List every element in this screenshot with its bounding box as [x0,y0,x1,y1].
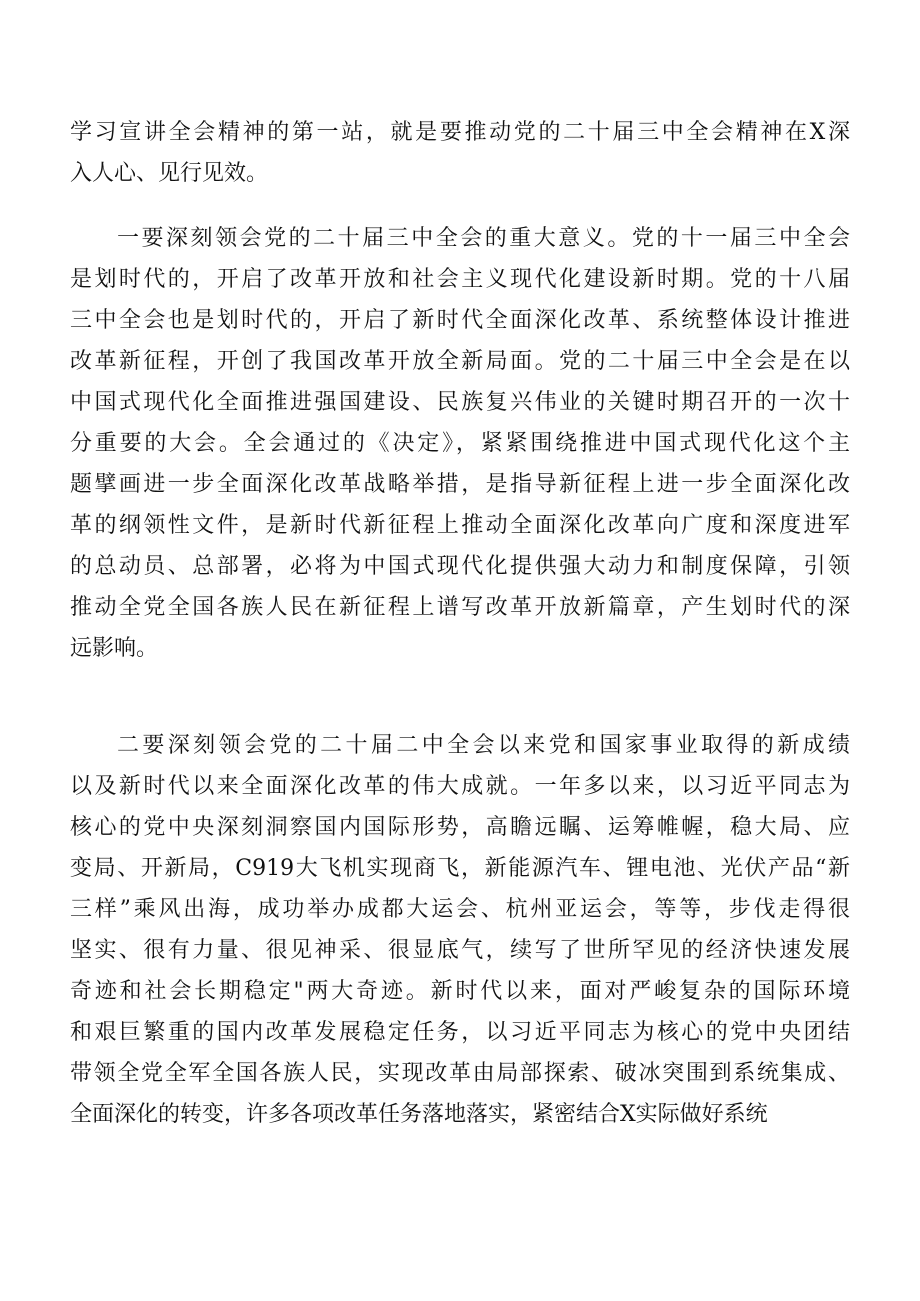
text-line: 奇迹和社会长期稳定"两大奇迹。新时代以来，面对严峻复杂的国际环境 [70,979,850,1004]
text-line: 的总动员、总部署，必将为中国式现代化提供强大动力和制度保障，引领 [70,554,850,579]
text-line: 带领全党全军全国各族人民，实现改革由局部探索、破冰突围到系统集成、 [70,1061,850,1086]
text-line: 题擘画进一步全面深化改革战略举措，是指导新征程上进一步全面深化改 [70,472,850,497]
text-line: 三中全会也是划时代的，开启了新时代全面深化改革、系统整体设计推进 [70,308,850,333]
text-line: 全面深化的转变，许多各项改革任务落地落实，紧密结合X实际做好系统 [70,1102,768,1127]
text-line: 改革新征程，开创了我国改革开放全新局面。党的二十届三中全会是在以 [70,349,850,374]
text-line: 变局、开新局，C919大飞机实现商飞，新能源汽车、锂电池、光伏产品“新 [70,856,850,881]
text-line: 以及新时代以来全面深化改革的伟大成就。一年多以来，以习近平同志为 [70,774,850,799]
text-line: 三样”乘风出海，成功举办成都大运会、杭州亚运会，等等，步伐走得很 [70,897,850,922]
text-line: 坚实、很有力量、很见神采、很显底气，续写了世所罕见的经济快速发展 [70,938,850,963]
text-line: 一要深刻领会党的二十届三中全会的重大意义。党的十一届三中全会 [117,226,850,251]
text-line: 入人心、见行见效。 [70,161,269,186]
text-line: 分重要的大会。全会通过的《决定》，紧紧围绕推进中国式现代化这个主 [70,431,850,456]
text-line: 革的纲领性文件，是新时代新征程上推动全面深化改革向广度和深度进军 [70,513,850,538]
text-line: 和艰巨繁重的国内改革发展稳定任务，以习近平同志为核心的党中央团结 [70,1020,850,1045]
text-line: 中国式现代化全面推进强国建设、民族复兴伟业的关键时期召开的一次十 [70,390,850,415]
paragraph-significance [70,218,850,669]
paragraph-intro [70,112,850,194]
text-line: 是划时代的，开启了改革开放和社会主义现代化建设新时期。党的十八届 [70,267,850,292]
text-line: 核心的党中央深刻洞察国内国际形势，高瞻远瞩、运筹帷幄，稳大局、应 [70,815,850,840]
text-line: 远影响。 [70,636,159,661]
text-line: 推动全党全国各族人民在新征程上谱写改革开放新篇章，产生划时代的深 [70,595,850,620]
text-line: 学习宣讲全会精神的第一站，就是要推动党的二十届三中全会精神在X深 [70,120,850,145]
text-line: 二要深刻领会党的二十届二中全会以来党和国家事业取得的新成绩 [117,733,850,758]
paragraph-achievements [70,725,850,1135]
